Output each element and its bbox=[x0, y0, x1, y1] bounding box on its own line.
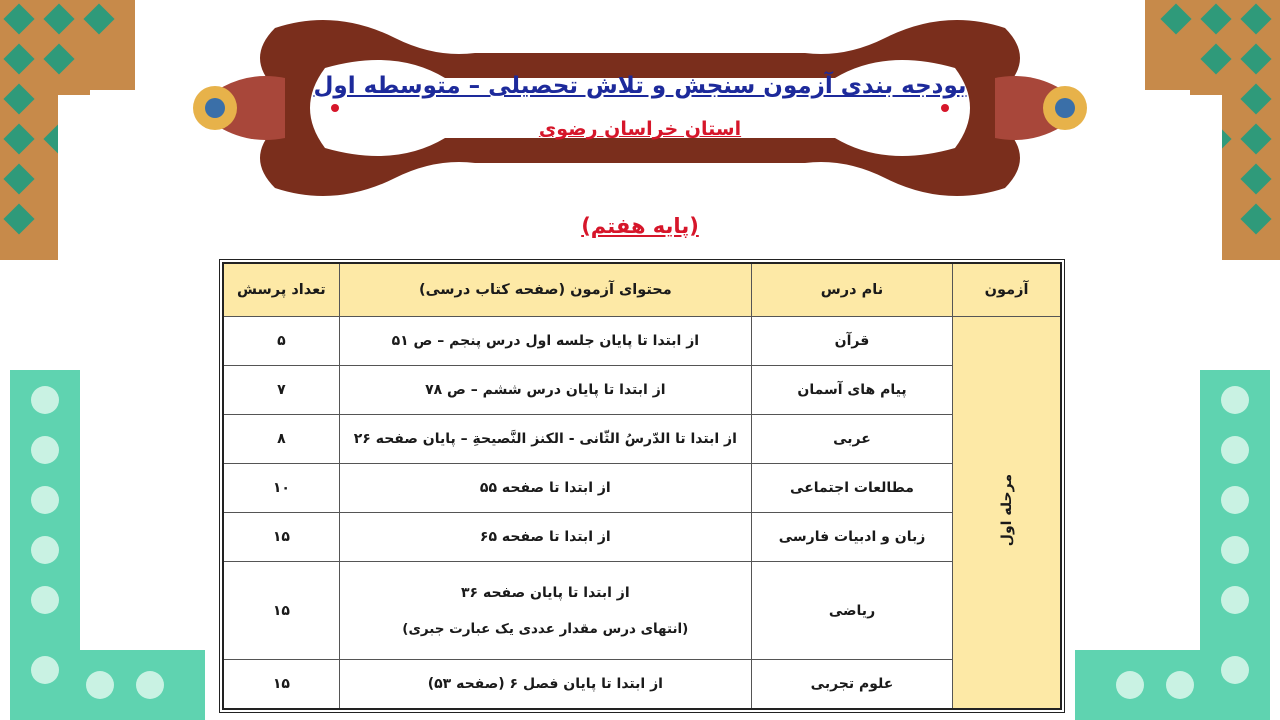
content-line-2: (انتهای درس مقدار عددی یک عبارت جبری) bbox=[402, 620, 689, 637]
subject-cell: عربی bbox=[751, 415, 952, 464]
column-header-content: محتوای آزمون (صفحه کتاب درسی) bbox=[339, 263, 751, 317]
content-cell: از ابتدا تا پایان درس ششم – ص ۷۸ bbox=[339, 366, 751, 415]
content-cell: از ابتدا تا پایان جلسه اول درس پنجم – ص ۵۱ bbox=[339, 317, 751, 366]
exam-budget-table bbox=[222, 262, 1062, 710]
table-row bbox=[223, 366, 1061, 415]
table-row bbox=[223, 513, 1061, 562]
count-cell: ۱۵ bbox=[223, 562, 339, 660]
content-cell: از ابتدا تا الدّرسُ الثّانی - الکنز النَّصیحةِ – پایان صفحه ۲۶ bbox=[339, 415, 751, 464]
content-cell: از ابتدا تا پایان فصل ۶ (صفحه ۵۳) bbox=[339, 660, 751, 709]
count-cell: ۷ bbox=[223, 366, 339, 415]
bottom-right-ornament bbox=[1075, 370, 1280, 720]
table-row bbox=[223, 660, 1061, 709]
count-cell: ۱۰ bbox=[223, 464, 339, 513]
content-line-1: از ابتدا تا پایان صفحه ۳۶ bbox=[461, 584, 630, 601]
table-row bbox=[223, 464, 1061, 513]
subject-cell: مطالعات اجتماعی bbox=[751, 464, 952, 513]
page-title: بودجه بندی آزمون سنجش و تلاش تحصیلی – متوسطه اول bbox=[313, 73, 967, 99]
table-row bbox=[223, 562, 1061, 660]
stage-label: مرحله اول bbox=[998, 474, 1015, 547]
subject-cell: ریاضی bbox=[751, 562, 952, 660]
subject-cell: پیام های آسمان bbox=[751, 366, 952, 415]
bottom-left-ornament bbox=[0, 370, 205, 720]
table-header-row bbox=[223, 263, 1061, 317]
stage-cell bbox=[953, 317, 1061, 710]
subject-cell: قرآن bbox=[751, 317, 952, 366]
province-subtitle: استان خراسان رضوی bbox=[538, 118, 742, 140]
subject-cell: علوم تجربی bbox=[751, 660, 952, 709]
count-cell: ۱۵ bbox=[223, 660, 339, 709]
count-cell: ۵ bbox=[223, 317, 339, 366]
column-header-stage: آزمون bbox=[953, 263, 1061, 317]
subject-cell: زبان و ادبیات فارسی bbox=[751, 513, 952, 562]
column-header-subject: نام درس bbox=[751, 263, 952, 317]
column-header-count: تعداد پرسش bbox=[223, 263, 339, 317]
content-cell: از ابتدا تا صفحه ۶۵ bbox=[339, 513, 751, 562]
count-cell: ۸ bbox=[223, 415, 339, 464]
grade-label: (پایه هفتم) bbox=[581, 214, 699, 238]
header-ornamental-frame bbox=[135, 8, 1145, 208]
count-cell: ۱۵ bbox=[223, 513, 339, 562]
content-cell bbox=[339, 562, 751, 660]
content-cell: از ابتدا تا صفحه ۵۵ bbox=[339, 464, 751, 513]
table-row bbox=[223, 317, 1061, 366]
table-row bbox=[223, 415, 1061, 464]
